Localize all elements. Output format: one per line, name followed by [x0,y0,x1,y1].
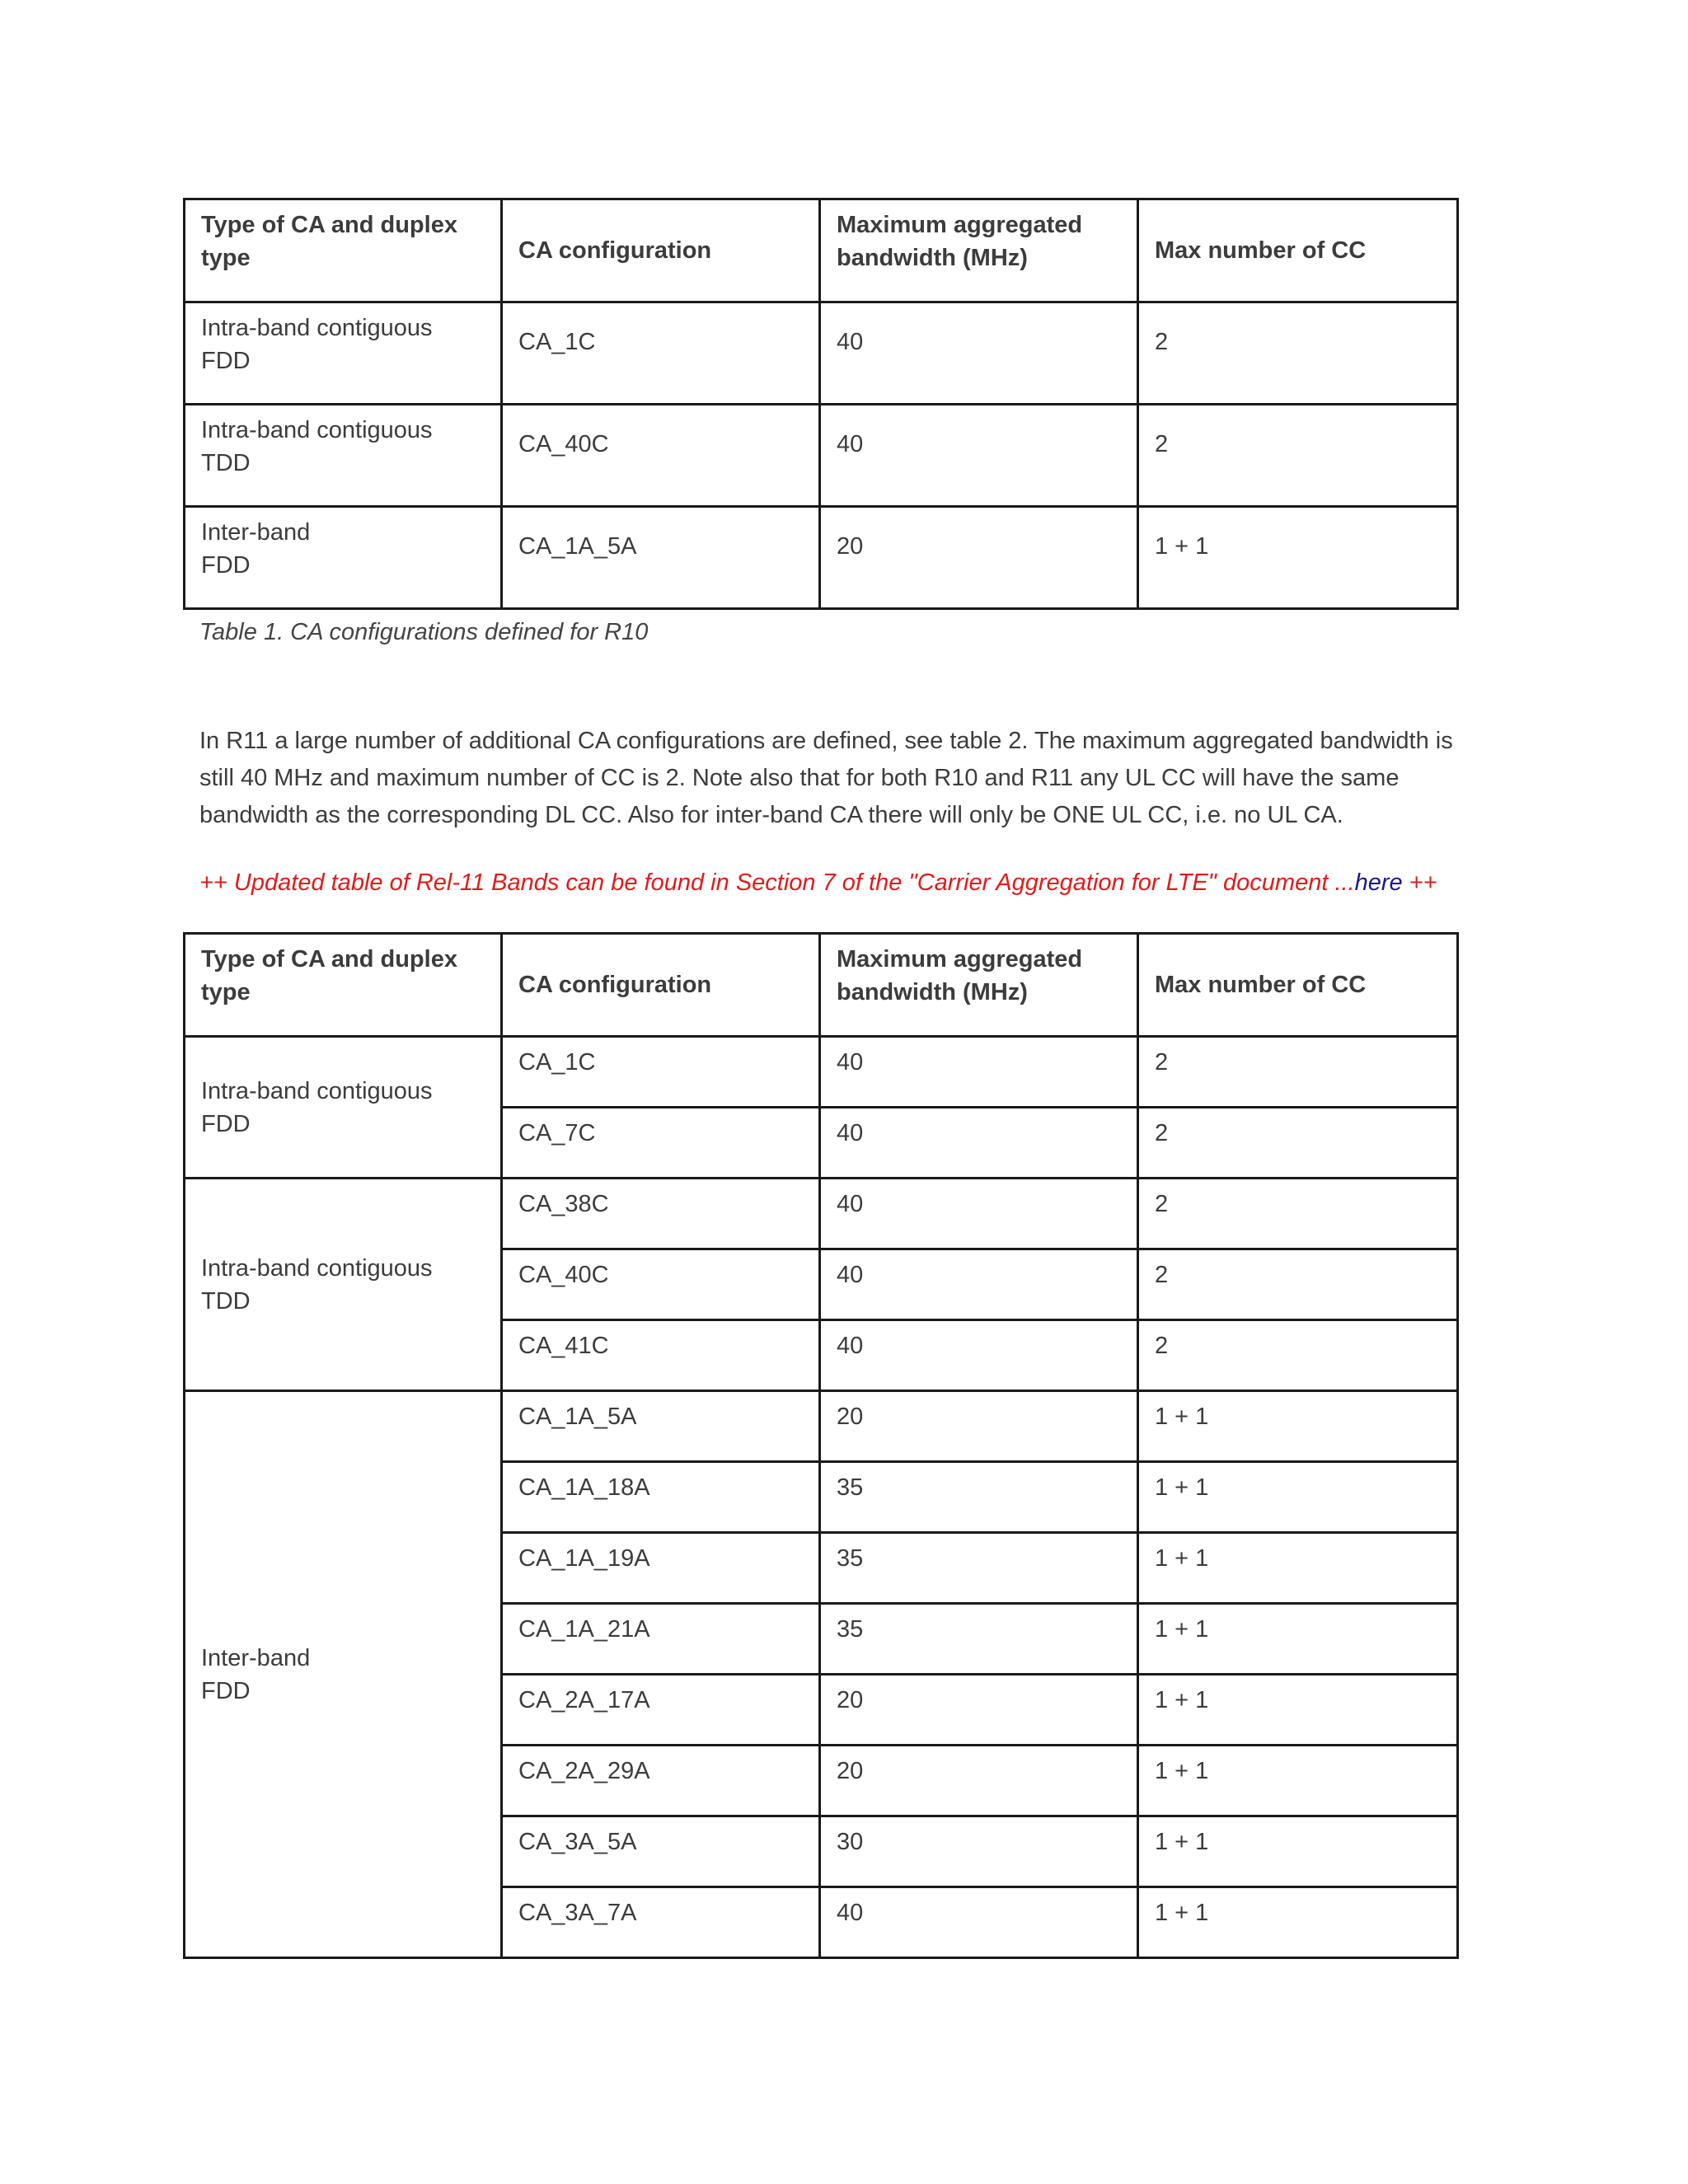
cell-bandwidth: 40 [820,405,1138,507]
cell-config: CA_1C [502,1037,820,1108]
table-row [185,1179,1458,1249]
cell-type-group: Inter-band FDD [185,1391,502,1958]
table-row [185,302,1458,405]
cell-max-cc: 2 [1138,1320,1458,1391]
cell-bandwidth: 40 [820,1320,1138,1391]
table-row [185,1037,1458,1108]
cell-bandwidth: 40 [820,302,1138,405]
table-r11-ca-configurations [183,932,1459,1959]
cell-max-cc: 2 [1138,1037,1458,1108]
cell-config: CA_1A_5A [502,507,820,609]
cell-type: Intra-band contiguous FDD [185,302,502,405]
cell-config: CA_2A_17A [502,1675,820,1746]
update-note-text: ++ Updated table of Rel-11 Bands can be found in Section 7 of the "Carrier Aggregation for LTE" document ... [199,869,1355,896]
header-bandwidth: Maximum aggregated bandwidth (MHz) [820,199,1138,302]
cell-max-cc: 1 + 1 [1138,1533,1458,1604]
cell-max-cc: 1 + 1 [1138,1887,1458,1958]
cell-type-group: Intra-band contiguous TDD [185,1179,502,1391]
header-config: CA configuration [502,199,820,302]
header-config: CA configuration [502,934,820,1037]
cell-bandwidth: 20 [820,1391,1138,1462]
cell-bandwidth: 20 [820,507,1138,609]
cell-config: CA_40C [502,405,820,507]
cell-type: Intra-band contiguous TDD [185,405,502,507]
cell-max-cc: 2 [1138,302,1458,405]
header-bandwidth: Maximum aggregated bandwidth (MHz) [820,934,1138,1037]
cell-bandwidth: 40 [820,1037,1138,1108]
cell-bandwidth: 35 [820,1604,1138,1675]
header-max-cc: Max number of CC [1138,934,1458,1037]
table-row [185,507,1458,609]
cell-max-cc: 2 [1138,1108,1458,1179]
cell-bandwidth: 20 [820,1746,1138,1816]
cell-bandwidth: 40 [820,1249,1138,1320]
cell-max-cc: 2 [1138,405,1458,507]
cell-max-cc: 1 + 1 [1138,1391,1458,1462]
cell-max-cc: 2 [1138,1249,1458,1320]
cell-config: CA_38C [502,1179,820,1249]
header-type: Type of CA and duplex type [185,934,502,1037]
cell-config: CA_1A_21A [502,1604,820,1675]
cell-max-cc: 1 + 1 [1138,507,1458,609]
here-link[interactable]: here [1354,869,1403,896]
cell-max-cc: 1 + 1 [1138,1816,1458,1887]
cell-type-group: Intra-band contiguous FDD [185,1037,502,1179]
cell-config: CA_41C [502,1320,820,1391]
cell-max-cc: 1 + 1 [1138,1675,1458,1746]
cell-config: CA_1A_18A [502,1462,820,1533]
cell-config: CA_1A_19A [502,1533,820,1604]
cell-bandwidth: 30 [820,1816,1138,1887]
cell-config: CA_7C [502,1108,820,1179]
table-row [185,1391,1458,1462]
cell-config: CA_3A_7A [502,1887,820,1958]
cell-bandwidth: 20 [820,1675,1138,1746]
cell-bandwidth: 40 [820,1179,1138,1249]
cell-max-cc: 1 + 1 [1138,1746,1458,1816]
cell-type: Inter-band FDD [185,507,502,609]
header-type: Type of CA and duplex type [185,199,502,302]
cell-bandwidth: 35 [820,1462,1138,1533]
table-r10-ca-configurations [183,198,1459,610]
cell-bandwidth: 35 [820,1533,1138,1604]
table-header-row [185,934,1458,1037]
cell-config: CA_1C [502,302,820,405]
cell-max-cc: 1 + 1 [1138,1462,1458,1533]
cell-max-cc: 2 [1138,1179,1458,1249]
cell-config: CA_1A_5A [502,1391,820,1462]
table-header-row [185,199,1458,302]
table-caption: Table 1. CA configurations defined for R10 [199,619,649,645]
header-max-cc: Max number of CC [1138,199,1458,302]
cell-max-cc: 1 + 1 [1138,1604,1458,1675]
cell-config: CA_40C [502,1249,820,1320]
cell-bandwidth: 40 [820,1887,1138,1958]
cell-config: CA_2A_29A [502,1746,820,1816]
update-note [199,869,1437,897]
body-paragraph: In R11 a large number of additional CA configurations are defined, see table 2. The maximum aggregated bandwidth is still 40 MHz and maximum number of CC is 2. Note also that for both R10 and R11 any UL CC will have the same bandwidth as the corresponding DL CC. Also for inter-band CA there will only be ONE UL CC, i.e. no UL CA. [199,728,1453,828]
cell-config: CA_3A_5A [502,1816,820,1887]
update-note-suffix: ++ [1402,869,1437,896]
cell-bandwidth: 40 [820,1108,1138,1179]
table-row [185,405,1458,507]
